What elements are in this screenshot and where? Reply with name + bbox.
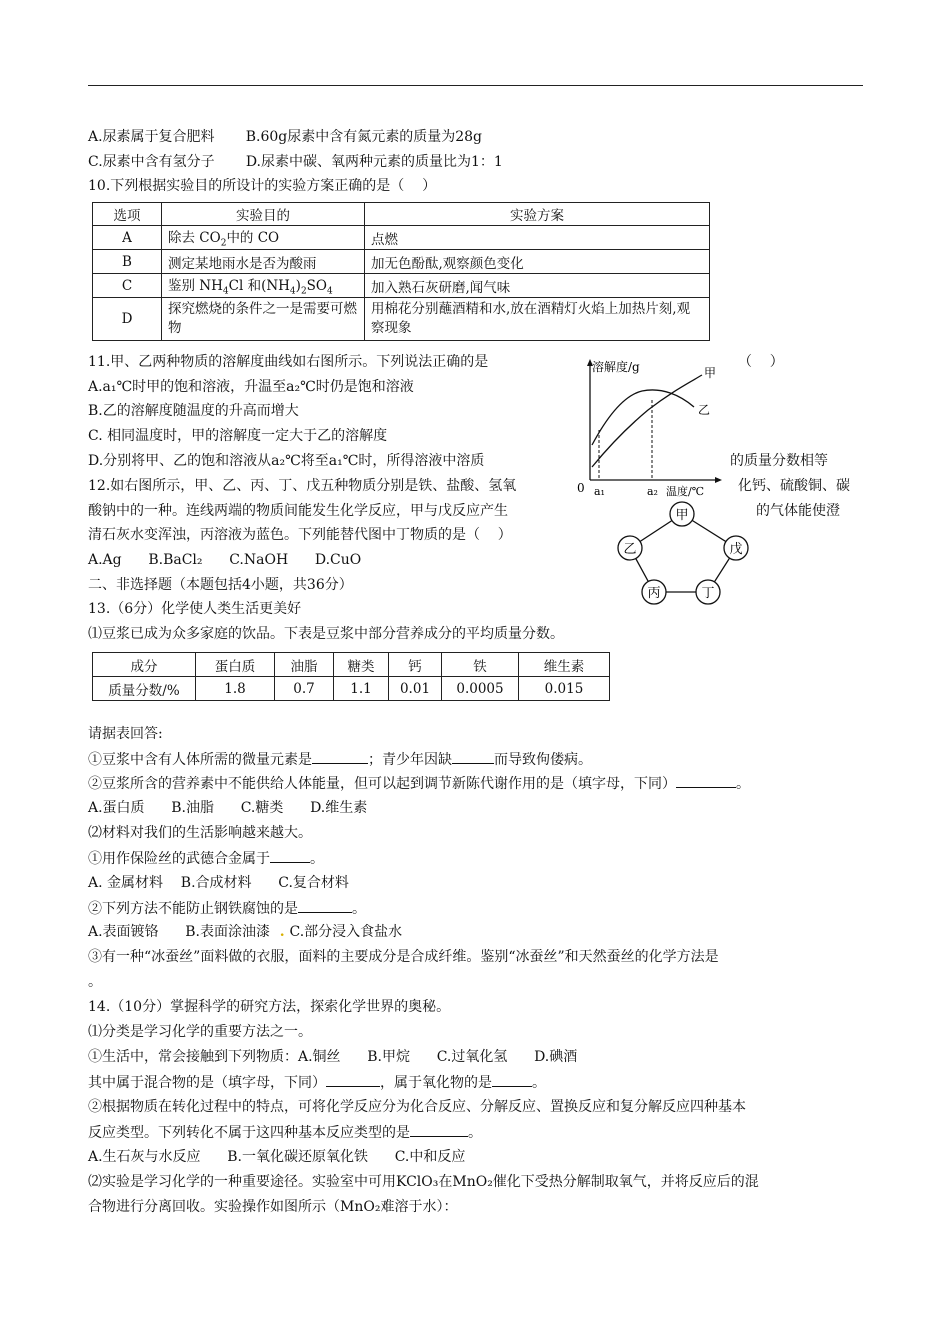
q12-options: A.Ag B.BaCl₂ C.NaOH D.CuO bbox=[88, 552, 362, 568]
q9-line1 bbox=[88, 127, 482, 147]
q13-sub2: ②豆浆所含的营养素中不能供给人体能量，但可以起到调节新陈代谢作用的是（填字母，下同） 。 bbox=[88, 773, 750, 794]
solubility-chart bbox=[570, 355, 730, 500]
q14-c2-options: A.生石灰与水反应 B.一氧化碳还原氧化铁 C.中和反应 bbox=[88, 1149, 466, 1165]
q14-part2-line1: ⑵实验是学习化学的一种重要途径。实验室中可用KClO₃在MnO₂催化下受热分解制取氧气，并将反应后的混 bbox=[88, 1174, 759, 1190]
chart-xlabel: 温度/℃ bbox=[666, 485, 705, 498]
answer-blank[interactable] bbox=[326, 1072, 380, 1087]
q10-stem: 10.下列根据实验目的所设计的实验方案正确的是（ ） bbox=[88, 178, 437, 194]
q11-option-d-part2: 的质量分数相等 bbox=[730, 453, 828, 469]
q14-c1b: 其中属于混合物的是（填字母，下同） ，属于氧化物的是 。 bbox=[88, 1072, 546, 1093]
q11-paren: （ ） bbox=[738, 354, 784, 370]
pentagon-diagram bbox=[612, 498, 752, 610]
q13-m2-options: A.表面镀铬 B.表面涂油漆 . C.部分浸入食盐水 bbox=[88, 924, 403, 940]
q11-option-c: C. 相同温度时，甲的溶解度一定大于乙的溶解度 bbox=[88, 428, 388, 444]
q11-stem: 11.甲、乙两种物质的溶解度曲线如右图所示。下列说法正确的是 bbox=[88, 354, 489, 370]
q10-row-c bbox=[93, 274, 710, 298]
q13-sub2-options: A.蛋白质 B.油脂 C.糖类 D.维生素 bbox=[88, 800, 368, 816]
nutrition-value: 质量分数/% bbox=[93, 677, 196, 701]
q13-sub1: ①豆浆中含有人体所需的微量元素是 ；青少年因缺 而导致佝偻病。 bbox=[88, 749, 592, 770]
q14-c2b: 反应类型。下列转化不属于这四种基本反应类型的是 。 bbox=[88, 1122, 482, 1143]
answer-blank[interactable] bbox=[270, 848, 310, 863]
q9-option-a: A.尿素属于复合肥料 bbox=[88, 129, 215, 145]
node-bing-label: 丙 bbox=[647, 586, 661, 601]
nutrition-value: 1.1 bbox=[334, 677, 389, 701]
nutrition-header: 糖类 bbox=[334, 653, 389, 677]
q9-option-d: D.尿素中碳、氧两种元素的质量比为1：1 bbox=[245, 154, 503, 170]
tick-a2: a₂ bbox=[647, 485, 658, 498]
q9-line2 bbox=[88, 152, 503, 172]
q10-row-d-goal: 探究燃烧的条件之一是需要可燃物 bbox=[162, 298, 365, 341]
q10-row-c-plan: 加入熟石灰研磨,闻气味 bbox=[365, 274, 710, 298]
nutrition-header: 油脂 bbox=[275, 653, 334, 677]
tick-a1: a₁ bbox=[594, 485, 605, 498]
q10-row-a bbox=[93, 226, 710, 250]
node-wu-label: 戊 bbox=[729, 542, 743, 557]
q10-row-d bbox=[93, 298, 710, 341]
nutrition-value-row bbox=[93, 677, 610, 701]
q11-option-b: B.乙的溶解度随温度的升高而增大 bbox=[88, 403, 299, 419]
nutrition-header: 维生素 bbox=[519, 653, 610, 677]
q12-line2-part1: 酸钠中的一种。连线两端的物质间能发生化学反应，甲与戊反应产生 bbox=[88, 503, 508, 519]
answer-blank[interactable] bbox=[452, 749, 494, 764]
nutrition-header: 铁 bbox=[442, 653, 519, 677]
q12-line3: 清石灰水变浑浊，丙溶液为蓝色。下列能替代图中丁物质的是（ ） bbox=[88, 527, 512, 543]
q10-header-option: 选项 bbox=[93, 203, 162, 226]
x-axis-arrow bbox=[715, 477, 722, 483]
q13-stem: 13.（6分）化学使人类生活更美好 bbox=[88, 601, 302, 617]
q13-part2: ⑵材料对我们的生活影响越来越大。 bbox=[88, 825, 312, 841]
q10-row-b bbox=[93, 250, 710, 274]
q14-part2-line2: 合物进行分离回收。实验操作如图所示（MnO₂难溶于水）： bbox=[88, 1199, 458, 1215]
q10-row-d-opt: D bbox=[93, 298, 162, 341]
curve-yi bbox=[592, 390, 694, 445]
label-yi: 乙 bbox=[698, 403, 711, 417]
chart-ylabel: 溶解度/g bbox=[592, 360, 640, 374]
nutrition-header-row bbox=[93, 653, 610, 677]
q13-m2: ②下列方法不能防止钢铁腐蚀的是 。 bbox=[88, 898, 366, 919]
nutrition-header: 成分 bbox=[93, 653, 196, 677]
q11-option-d-part1: D.分别将甲、乙的饱和溶液从a₂℃将至a₁℃时，所得溶液中溶质 bbox=[88, 453, 485, 469]
nutrition-value: 1.8 bbox=[196, 677, 275, 701]
q13-m3-end: 。 bbox=[88, 974, 102, 990]
chart-origin: 0 bbox=[577, 481, 585, 495]
q12-line1-part2: 化钙、硫酸铜、碳 bbox=[738, 478, 850, 494]
q13-m1: ①用作保险丝的武德合金属于 。 bbox=[88, 848, 324, 869]
q13-answer-prompt: 请据表回答: bbox=[88, 726, 163, 742]
nutrition-header: 蛋白质 bbox=[196, 653, 275, 677]
nutrition-value: 0.7 bbox=[275, 677, 334, 701]
q9-option-c: C.尿素中含有氢分子 bbox=[88, 154, 215, 170]
q10-header-goal: 实验目的 bbox=[162, 203, 365, 226]
q10-row-b-opt: B bbox=[93, 250, 162, 274]
q12-line2-part2: 的气体能使澄 bbox=[756, 503, 840, 519]
section2-heading: 二、非选择题（本题包括4小题，共36分） bbox=[88, 577, 353, 593]
q10-header-plan: 实验方案 bbox=[365, 203, 710, 226]
nutrition-value: 0.01 bbox=[389, 677, 442, 701]
node-ding-label: 丁 bbox=[701, 586, 715, 601]
q14-c2: ②根据物质在转化过程中的特点，可将化学反应分为化合反应、分解反应、置换反应和复分解反应四种基本 bbox=[88, 1099, 746, 1115]
q10-row-a-plan: 点燃 bbox=[365, 226, 710, 250]
q10-table bbox=[92, 202, 710, 341]
nutrition-value: 0.0005 bbox=[442, 677, 519, 701]
q10-row-c-opt: C bbox=[93, 274, 162, 298]
q13-m3: ③有一种“冰蚕丝”面料做的衣服，面料的主要成分是合成纤维。鉴别“冰蚕丝”和天然蚕丝的化学方法是 bbox=[88, 949, 719, 965]
label-jia: 甲 bbox=[704, 366, 717, 380]
q14-part1: ⑴分类是学习化学的重要方法之一。 bbox=[88, 1024, 312, 1040]
answer-blank[interactable] bbox=[492, 1072, 532, 1087]
nutrition-table bbox=[92, 652, 610, 701]
q14-c1: ①生活中，常会接触到下列物质：A.铜丝 B.甲烷 C.过氧化氢 D.碘酒 bbox=[88, 1049, 578, 1065]
nutrition-value: 0.015 bbox=[519, 677, 610, 701]
answer-blank[interactable] bbox=[298, 898, 352, 913]
q9-option-b: B.60g尿素中含有氮元素的质量为28g bbox=[245, 129, 483, 145]
answer-blank[interactable] bbox=[312, 749, 368, 764]
q10-row-a-goal: 除去 $CO_2$中的 CO bbox=[162, 226, 365, 250]
q10-row-d-plan: 用棉花分别蘸酒精和水,放在酒精灯火焰上加热片刻,观察现象 bbox=[365, 298, 710, 341]
answer-blank[interactable] bbox=[676, 773, 736, 788]
q12-line1-part1: 12.如右图所示，甲、乙、丙、丁、戊五种物质分别是铁、盐酸、氢氧 bbox=[88, 478, 517, 494]
q10-header-row bbox=[93, 203, 710, 226]
q10-row-c-goal: 鉴别 $NH_4Cl$ 和$(NH_4)_2SO_4$ bbox=[162, 274, 365, 298]
answer-blank[interactable] bbox=[410, 1122, 468, 1137]
q10-row-b-goal: 测定某地雨水是否为酸雨 bbox=[162, 250, 365, 274]
node-yi-label: 乙 bbox=[623, 542, 637, 557]
curve-jia bbox=[592, 375, 702, 467]
q13-part1: ⑴豆浆已成为众多家庭的饮品。下表是豆浆中部分营养成分的平均质量分数。 bbox=[88, 626, 564, 642]
q10-row-a-opt: A bbox=[93, 226, 162, 250]
q11-option-a: A.a₁℃时甲的饱和溶液，升温至a₂℃时仍是饱和溶液 bbox=[88, 379, 414, 395]
node-jia-label: 甲 bbox=[675, 508, 689, 523]
q10-row-b-plan: 加无色酚酞,观察颜色变化 bbox=[365, 250, 710, 274]
q14-stem: 14.（10分）掌握科学的研究方法，探索化学世界的奥秘。 bbox=[88, 999, 451, 1015]
nutrition-header: 钙 bbox=[389, 653, 442, 677]
q13-m1-options: A. 金属材料 B.合成材料 C.复合材料 bbox=[88, 875, 349, 891]
header-rule bbox=[88, 85, 863, 86]
